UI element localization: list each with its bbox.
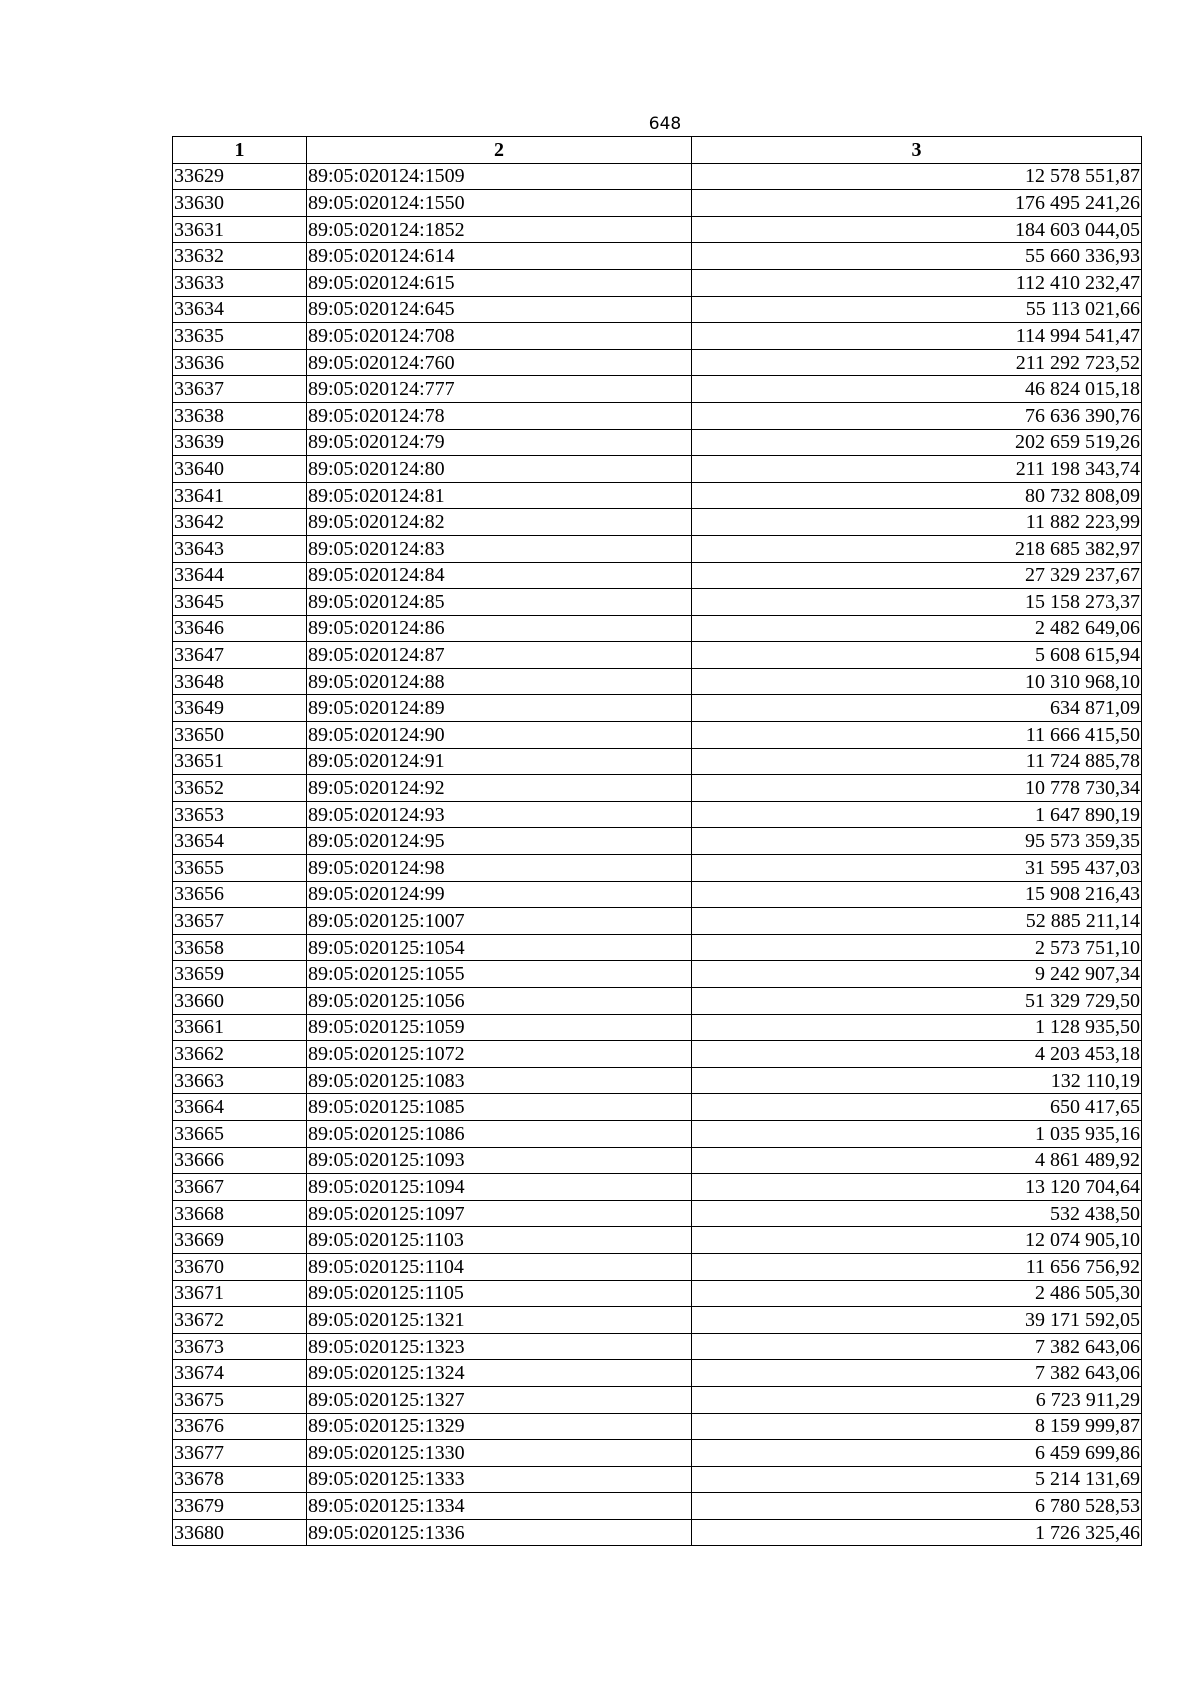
value-cell: 15 908 216,43	[692, 881, 1142, 908]
table-row	[173, 163, 1142, 190]
cadastral-number-cell: 89:05:020125:1321	[307, 1307, 692, 1334]
table-row	[173, 1466, 1142, 1493]
table-row	[173, 269, 1142, 296]
table-row	[173, 429, 1142, 456]
value-cell: 52 885 211,14	[692, 908, 1142, 935]
value-cell: 7 382 643,06	[692, 1333, 1142, 1360]
value-cell: 1 035 935,16	[692, 1120, 1142, 1147]
value-cell: 2 573 751,10	[692, 934, 1142, 961]
column-header-2: 2	[307, 137, 692, 164]
table-row	[173, 1227, 1142, 1254]
value-cell: 55 113 021,66	[692, 296, 1142, 323]
row-number-cell: 33650	[173, 722, 307, 749]
table-row	[173, 349, 1142, 376]
table-row	[173, 642, 1142, 669]
cadastral-number-cell: 89:05:020125:1054	[307, 934, 692, 961]
column-header-3: 3	[692, 137, 1142, 164]
row-number-cell: 33677	[173, 1440, 307, 1467]
value-cell: 51 329 729,50	[692, 988, 1142, 1015]
cadastral-number-cell: 89:05:020124:82	[307, 509, 692, 536]
table-row	[173, 376, 1142, 403]
data-table	[172, 136, 1142, 1546]
row-number-cell: 33634	[173, 296, 307, 323]
table-row	[173, 1253, 1142, 1280]
value-cell: 202 659 519,26	[692, 429, 1142, 456]
row-number-cell: 33633	[173, 269, 307, 296]
cadastral-number-cell: 89:05:020124:777	[307, 376, 692, 403]
table-header	[173, 137, 1142, 164]
cadastral-number-cell: 89:05:020124:79	[307, 429, 692, 456]
cadastral-number-cell: 89:05:020125:1093	[307, 1147, 692, 1174]
table-row	[173, 1493, 1142, 1520]
value-cell: 11 724 885,78	[692, 748, 1142, 775]
table-row	[173, 1280, 1142, 1307]
value-cell: 80 732 808,09	[692, 482, 1142, 509]
cadastral-number-cell: 89:05:020124:760	[307, 349, 692, 376]
value-cell: 11 656 756,92	[692, 1253, 1142, 1280]
table-row	[173, 908, 1142, 935]
table-row	[173, 562, 1142, 589]
cadastral-number-cell: 89:05:020124:1550	[307, 190, 692, 217]
row-number-cell: 33670	[173, 1253, 307, 1280]
row-number-cell: 33644	[173, 562, 307, 589]
row-number-cell: 33674	[173, 1360, 307, 1387]
value-cell: 55 660 336,93	[692, 243, 1142, 270]
table-row	[173, 1386, 1142, 1413]
value-cell: 13 120 704,64	[692, 1174, 1142, 1201]
value-cell: 10 778 730,34	[692, 775, 1142, 802]
value-cell: 2 486 505,30	[692, 1280, 1142, 1307]
value-cell: 5 608 615,94	[692, 642, 1142, 669]
cadastral-number-cell: 89:05:020125:1056	[307, 988, 692, 1015]
cadastral-number-cell: 89:05:020124:99	[307, 881, 692, 908]
table-row	[173, 748, 1142, 775]
row-number-cell: 33653	[173, 801, 307, 828]
table-row	[173, 216, 1142, 243]
value-cell: 211 198 343,74	[692, 456, 1142, 483]
row-number-cell: 33660	[173, 988, 307, 1015]
cadastral-number-cell: 89:05:020125:1055	[307, 961, 692, 988]
row-number-cell: 33646	[173, 615, 307, 642]
cadastral-number-cell: 89:05:020124:87	[307, 642, 692, 669]
row-number-cell: 33668	[173, 1200, 307, 1227]
value-cell: 132 110,19	[692, 1067, 1142, 1094]
table-row	[173, 1094, 1142, 1121]
row-number-cell: 33654	[173, 828, 307, 855]
cadastral-number-cell: 89:05:020124:615	[307, 269, 692, 296]
cadastral-number-cell: 89:05:020124:91	[307, 748, 692, 775]
value-cell: 184 603 044,05	[692, 216, 1142, 243]
table-row	[173, 1413, 1142, 1440]
cadastral-number-cell: 89:05:020125:1323	[307, 1333, 692, 1360]
cadastral-number-cell: 89:05:020125:1103	[307, 1227, 692, 1254]
cadastral-number-cell: 89:05:020125:1333	[307, 1466, 692, 1493]
value-cell: 12 578 551,87	[692, 163, 1142, 190]
cadastral-number-cell: 89:05:020124:1852	[307, 216, 692, 243]
row-number-cell: 33641	[173, 482, 307, 509]
value-cell: 218 685 382,97	[692, 535, 1142, 562]
table-row	[173, 1147, 1142, 1174]
cadastral-number-cell: 89:05:020124:708	[307, 323, 692, 350]
cadastral-number-cell: 89:05:020124:90	[307, 722, 692, 749]
row-number-cell: 33666	[173, 1147, 307, 1174]
value-cell: 6 459 699,86	[692, 1440, 1142, 1467]
table-row	[173, 855, 1142, 882]
table-row	[173, 1440, 1142, 1467]
page-number: 648	[648, 114, 682, 134]
row-number-cell: 33636	[173, 349, 307, 376]
table-row	[173, 243, 1142, 270]
row-number-cell: 33680	[173, 1519, 307, 1546]
value-cell: 6 723 911,29	[692, 1386, 1142, 1413]
value-cell: 15 158 273,37	[692, 589, 1142, 616]
cadastral-number-cell: 89:05:020124:85	[307, 589, 692, 616]
row-number-cell: 33655	[173, 855, 307, 882]
row-number-cell: 33632	[173, 243, 307, 270]
cadastral-number-cell: 89:05:020125:1083	[307, 1067, 692, 1094]
table-row	[173, 1333, 1142, 1360]
value-cell: 76 636 390,76	[692, 402, 1142, 429]
cadastral-number-cell: 89:05:020125:1327	[307, 1386, 692, 1413]
value-cell: 1 647 890,19	[692, 801, 1142, 828]
value-cell: 8 159 999,87	[692, 1413, 1142, 1440]
cadastral-number-cell: 89:05:020125:1324	[307, 1360, 692, 1387]
row-number-cell: 33679	[173, 1493, 307, 1520]
table-row	[173, 589, 1142, 616]
cadastral-number-cell: 89:05:020124:614	[307, 243, 692, 270]
row-number-cell: 33665	[173, 1120, 307, 1147]
row-number-cell: 33630	[173, 190, 307, 217]
table-row	[173, 402, 1142, 429]
table-row	[173, 961, 1142, 988]
cadastral-number-cell: 89:05:020125:1086	[307, 1120, 692, 1147]
row-number-cell: 33662	[173, 1041, 307, 1068]
row-number-cell: 33648	[173, 668, 307, 695]
row-number-cell: 33676	[173, 1413, 307, 1440]
row-number-cell: 33639	[173, 429, 307, 456]
table-row	[173, 1519, 1142, 1546]
cadastral-number-cell: 89:05:020124:1509	[307, 163, 692, 190]
value-cell: 9 242 907,34	[692, 961, 1142, 988]
table-row	[173, 1067, 1142, 1094]
cadastral-number-cell: 89:05:020125:1334	[307, 1493, 692, 1520]
table-row	[173, 1120, 1142, 1147]
value-cell: 6 780 528,53	[692, 1493, 1142, 1520]
value-cell: 10 310 968,10	[692, 668, 1142, 695]
value-cell: 7 382 643,06	[692, 1360, 1142, 1387]
value-cell: 11 666 415,50	[692, 722, 1142, 749]
value-cell: 5 214 131,69	[692, 1466, 1142, 1493]
table-row	[173, 535, 1142, 562]
table-row	[173, 323, 1142, 350]
value-cell: 1 726 325,46	[692, 1519, 1142, 1546]
cadastral-number-cell: 89:05:020125:1072	[307, 1041, 692, 1068]
row-number-cell: 33643	[173, 535, 307, 562]
cadastral-number-cell: 89:05:020124:645	[307, 296, 692, 323]
cadastral-number-cell: 89:05:020124:80	[307, 456, 692, 483]
cadastral-number-cell: 89:05:020124:84	[307, 562, 692, 589]
table-row	[173, 695, 1142, 722]
table-row	[173, 1014, 1142, 1041]
value-cell: 39 171 592,05	[692, 1307, 1142, 1334]
cadastral-number-cell: 89:05:020124:78	[307, 402, 692, 429]
table-row	[173, 509, 1142, 536]
cadastral-number-cell: 89:05:020124:88	[307, 668, 692, 695]
row-number-cell: 33663	[173, 1067, 307, 1094]
cadastral-number-cell: 89:05:020125:1059	[307, 1014, 692, 1041]
value-cell: 112 410 232,47	[692, 269, 1142, 296]
row-number-cell: 33678	[173, 1466, 307, 1493]
row-number-cell: 33637	[173, 376, 307, 403]
row-number-cell: 33659	[173, 961, 307, 988]
row-number-cell: 33658	[173, 934, 307, 961]
table-row	[173, 722, 1142, 749]
row-number-cell: 33651	[173, 748, 307, 775]
table-row	[173, 934, 1142, 961]
value-cell: 46 824 015,18	[692, 376, 1142, 403]
row-number-cell: 33657	[173, 908, 307, 935]
value-cell: 27 329 237,67	[692, 562, 1142, 589]
row-number-cell: 33672	[173, 1307, 307, 1334]
cadastral-number-cell: 89:05:020124:98	[307, 855, 692, 882]
table-row	[173, 988, 1142, 1015]
table-row	[173, 881, 1142, 908]
cadastral-number-cell: 89:05:020125:1330	[307, 1440, 692, 1467]
cadastral-number-cell: 89:05:020124:86	[307, 615, 692, 642]
row-number-cell: 33629	[173, 163, 307, 190]
cadastral-number-cell: 89:05:020124:95	[307, 828, 692, 855]
value-cell: 176 495 241,26	[692, 190, 1142, 217]
table-row	[173, 1307, 1142, 1334]
cadastral-number-cell: 89:05:020124:89	[307, 695, 692, 722]
table-row	[173, 1200, 1142, 1227]
row-number-cell: 33645	[173, 589, 307, 616]
value-cell: 95 573 359,35	[692, 828, 1142, 855]
table-row	[173, 668, 1142, 695]
value-cell: 532 438,50	[692, 1200, 1142, 1227]
value-cell: 2 482 649,06	[692, 615, 1142, 642]
value-cell: 211 292 723,52	[692, 349, 1142, 376]
table-row	[173, 296, 1142, 323]
row-number-cell: 33652	[173, 775, 307, 802]
value-cell: 12 074 905,10	[692, 1227, 1142, 1254]
header-row	[173, 137, 1142, 164]
cadastral-number-cell: 89:05:020125:1336	[307, 1519, 692, 1546]
table-row	[173, 1360, 1142, 1387]
row-number-cell: 33671	[173, 1280, 307, 1307]
table-row	[173, 482, 1142, 509]
table-row	[173, 1174, 1142, 1201]
table-row	[173, 828, 1142, 855]
table-body	[173, 163, 1142, 1546]
cadastral-number-cell: 89:05:020125:1097	[307, 1200, 692, 1227]
row-number-cell: 33656	[173, 881, 307, 908]
value-cell: 634 871,09	[692, 695, 1142, 722]
table-row	[173, 1041, 1142, 1068]
cadastral-number-cell: 89:05:020124:93	[307, 801, 692, 828]
value-cell: 114 994 541,47	[692, 323, 1142, 350]
cadastral-number-cell: 89:05:020125:1104	[307, 1253, 692, 1280]
cadastral-number-cell: 89:05:020125:1329	[307, 1413, 692, 1440]
cadastral-number-cell: 89:05:020124:83	[307, 535, 692, 562]
value-cell: 11 882 223,99	[692, 509, 1142, 536]
row-number-cell: 33669	[173, 1227, 307, 1254]
row-number-cell: 33661	[173, 1014, 307, 1041]
table-row	[173, 615, 1142, 642]
value-cell: 650 417,65	[692, 1094, 1142, 1121]
table-row	[173, 190, 1142, 217]
row-number-cell: 33664	[173, 1094, 307, 1121]
row-number-cell: 33649	[173, 695, 307, 722]
row-number-cell: 33675	[173, 1386, 307, 1413]
cadastral-number-cell: 89:05:020125:1105	[307, 1280, 692, 1307]
cadastral-number-cell: 89:05:020125:1007	[307, 908, 692, 935]
row-number-cell: 33635	[173, 323, 307, 350]
table-row	[173, 775, 1142, 802]
table-row	[173, 456, 1142, 483]
row-number-cell: 33631	[173, 216, 307, 243]
value-cell: 1 128 935,50	[692, 1014, 1142, 1041]
row-number-cell: 33642	[173, 509, 307, 536]
row-number-cell: 33673	[173, 1333, 307, 1360]
value-cell: 4 861 489,92	[692, 1147, 1142, 1174]
cadastral-number-cell: 89:05:020125:1094	[307, 1174, 692, 1201]
value-cell: 4 203 453,18	[692, 1041, 1142, 1068]
cadastral-number-cell: 89:05:020125:1085	[307, 1094, 692, 1121]
cadastral-number-cell: 89:05:020124:92	[307, 775, 692, 802]
value-cell: 31 595 437,03	[692, 855, 1142, 882]
table-row	[173, 801, 1142, 828]
cadastral-number-cell: 89:05:020124:81	[307, 482, 692, 509]
row-number-cell: 33647	[173, 642, 307, 669]
row-number-cell: 33638	[173, 402, 307, 429]
row-number-cell: 33667	[173, 1174, 307, 1201]
row-number-cell: 33640	[173, 456, 307, 483]
column-header-1: 1	[173, 137, 307, 164]
